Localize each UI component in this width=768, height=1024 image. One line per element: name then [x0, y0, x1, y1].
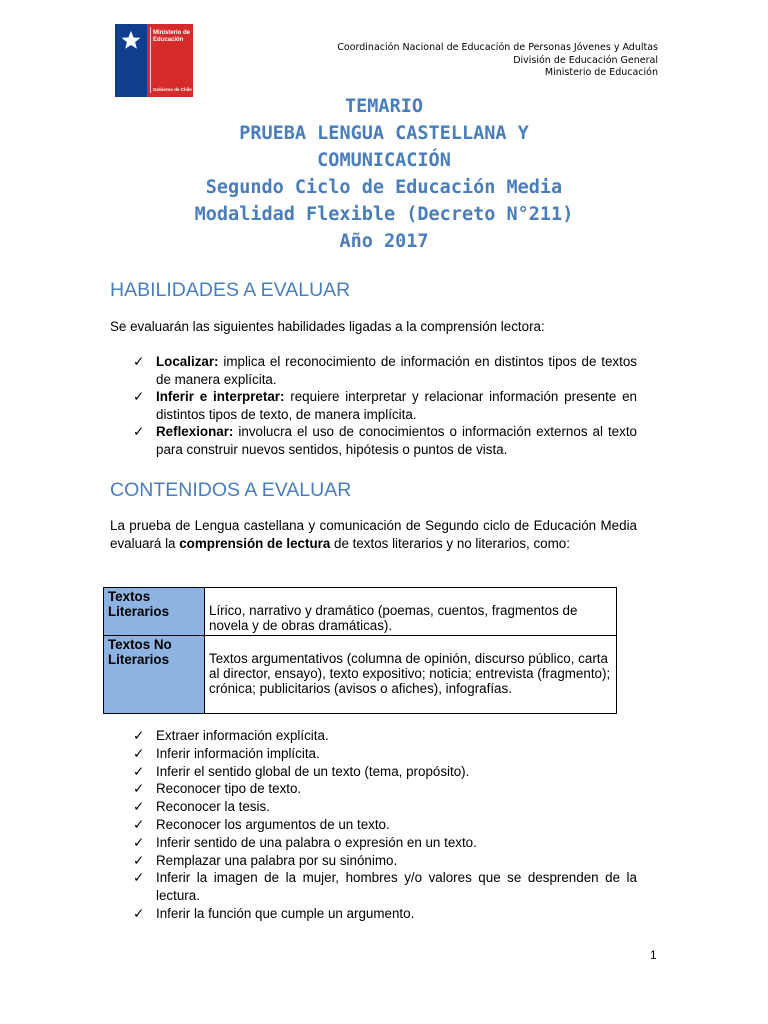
title-line: Modalidad Flexible (Decreto N°211): [194, 204, 574, 225]
title-line: TEMARIO: [345, 96, 423, 117]
list-item: [133, 869, 637, 905]
page-number: 1: [650, 948, 657, 962]
logo-ministry-text: [153, 30, 190, 44]
skill-term: Reflexionar:: [156, 424, 234, 439]
table-description-cell: Lírico, narrativo y dramático (poemas, cuentos, fragmentos de novela y de obras dramáticas).: [205, 588, 617, 636]
content-item-text: Inferir información implícita.: [156, 745, 320, 761]
list-item: [133, 763, 637, 781]
contenidos-list: [133, 727, 637, 923]
title-line: Segundo Ciclo de Educación Media: [205, 177, 563, 198]
intro-text: de textos literarios y no literarios, como:: [330, 535, 570, 551]
header-line: Coordinación Nacional de Educación de Personas Jóvenes y Adultas: [337, 42, 658, 53]
checkmark-icon: ✓: [133, 816, 145, 832]
list-item: [133, 727, 637, 745]
list-item: [133, 798, 637, 816]
list-item: [133, 905, 637, 923]
logo-blue-panel: [115, 24, 147, 97]
checkmark-icon: ✓: [133, 745, 145, 761]
skill-description: requiere interpretar y relacionar información presente en distintos tipos de texto, de manera implícita.: [156, 389, 637, 422]
content-item-text: Reconocer la tesis.: [156, 799, 270, 815]
content-item-text: Inferir la función que cumple un argumento.: [156, 905, 415, 921]
checkmark-icon: ✓: [133, 834, 145, 850]
skill-description: implica el reconocimiento de información en distintos tipos de textos de manera explícita.: [156, 354, 637, 387]
checkmark-icon: ✓: [133, 763, 145, 779]
list-item: [133, 353, 637, 388]
list-item: [133, 423, 637, 458]
logo-red-panel: [147, 24, 193, 97]
habilidades-heading: HABILIDADES A EVALUAR: [110, 279, 351, 301]
content-item-text: Inferir la imagen de la mujer, hombres y/o valores que se desprenden de la lectura.: [156, 870, 637, 904]
content-item-text: Inferir el sentido global de un texto (tema, propósito).: [156, 763, 470, 779]
list-item: [133, 834, 637, 852]
habilidades-list: [133, 353, 637, 458]
content-item-text: Extraer información explícita.: [156, 728, 329, 743]
table-row: [104, 588, 617, 636]
list-item: [133, 388, 637, 423]
ministry-logo: [115, 24, 193, 97]
contenidos-heading: CONTENIDOS A EVALUAR: [110, 479, 352, 501]
skill-term: Localizar:: [156, 354, 219, 369]
list-item: [133, 745, 637, 763]
title-line: COMUNICACIÓN: [317, 150, 451, 171]
table-row: [104, 636, 617, 714]
checkmark-icon: ✓: [133, 799, 145, 815]
document-header: [337, 42, 658, 80]
checkmark-icon: ✓: [133, 781, 145, 797]
checkmark-icon: ✓: [133, 852, 145, 868]
checkmark-icon: ✓: [133, 424, 145, 439]
title-line: Año 2017: [339, 231, 429, 252]
logo-star-icon: [119, 28, 143, 52]
habilidades-intro: Se evaluarán las siguientes habilidades ligadas a la comprensión lectora:: [110, 319, 545, 334]
title-line: PRUEBA LENGUA CASTELLANA Y: [239, 123, 529, 144]
table-category-cell: Textos Literarios: [104, 588, 205, 636]
table-description-cell: Textos argumentativos (columna de opinión, discurso público, carta al director, ensayo), texto expositivo; noticia; entrevista (fragmento); crónica; publicitarios (avisos o afiches), infografías.: [205, 636, 617, 714]
content-item-text: Reconocer tipo de texto.: [156, 781, 302, 797]
checkmark-icon: ✓: [133, 905, 145, 921]
header-line: División de Educación General: [513, 54, 658, 66]
list-item: [133, 852, 637, 870]
content-item-text: Inferir sentido de una palabra o expresión en un texto.: [156, 834, 477, 850]
table-category-cell: Textos No Literarios: [104, 636, 205, 714]
list-item: [133, 816, 637, 834]
document-title: [110, 93, 658, 255]
content-item-text: Remplazar una palabra por su sinónimo.: [156, 852, 398, 868]
intro-emphasis: comprensión de lectura: [179, 535, 331, 551]
checkmark-icon: ✓: [133, 389, 145, 404]
content-item-text: Reconocer los argumentos de un texto.: [156, 816, 390, 832]
logo-divider: [150, 27, 151, 93]
checkmark-icon: ✓: [133, 354, 145, 369]
skill-term: Inferir e interpretar:: [156, 389, 285, 404]
intro-text: La prueba de Lengua castellana y comunicación de Segundo ciclo de Educación Media evaluará la: [110, 518, 637, 551]
contenidos-intro: [110, 517, 637, 552]
list-item: [133, 780, 637, 798]
text-types-table: [103, 587, 617, 714]
checkmark-icon: ✓: [133, 870, 145, 886]
header-line: Ministerio de Educación: [544, 67, 658, 78]
logo-government-text: Gobierno de Chile: [153, 87, 192, 92]
skill-description: involucra el uso de conocimientos o información externos al texto para construir nuevos sentidos, hipótesis o puntos de vista.: [156, 424, 637, 457]
logo-ministry-line: Educación: [153, 37, 184, 43]
checkmark-icon: ✓: [133, 728, 145, 743]
logo-ministry-line: Ministerio de: [153, 30, 191, 36]
